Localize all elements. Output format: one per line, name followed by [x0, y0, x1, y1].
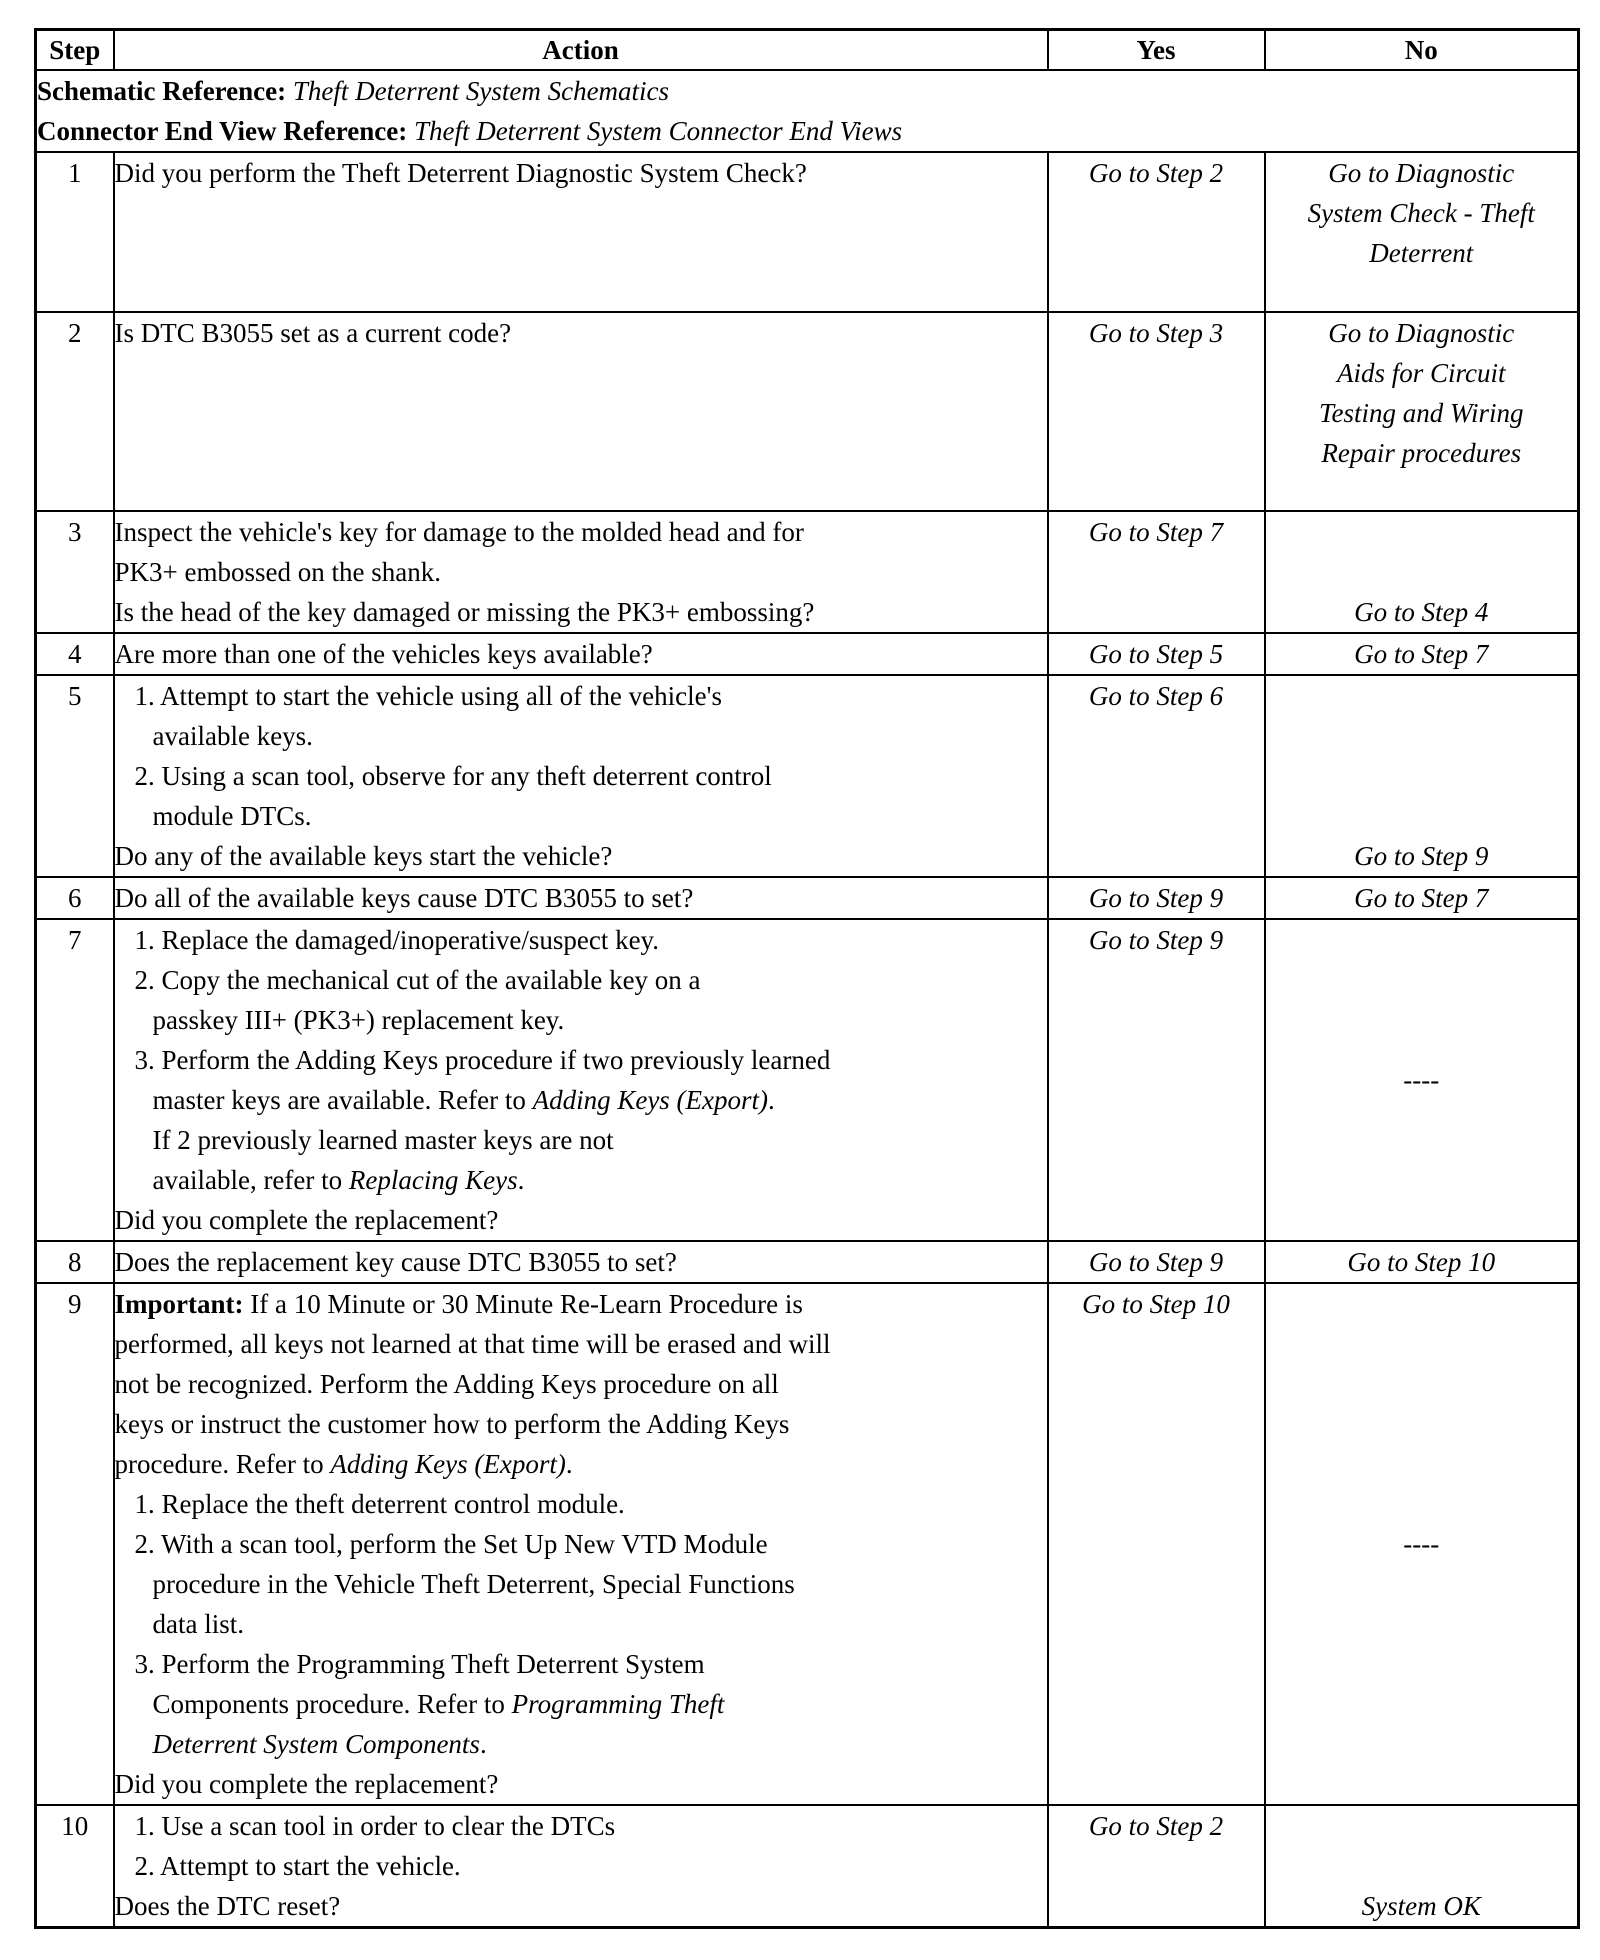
no-link[interactable]: Go to Step 7 [1265, 877, 1579, 919]
step-row-9 [36, 1283, 1579, 1805]
no-link[interactable]: Go to Diagnostic Aids for Circuit Testing and Wiring Repair procedures [1265, 312, 1579, 511]
yes-link[interactable]: Go to Step 2 [1048, 152, 1265, 312]
step-number: 5 [36, 675, 114, 877]
step-number: 3 [36, 511, 114, 633]
diagnostic-table [34, 28, 1580, 1929]
yes-link[interactable]: Go to Step 2 [1048, 1805, 1265, 1928]
step-action: Is DTC B3055 set as a current code? [114, 312, 1048, 511]
step-row-8 [36, 1241, 1579, 1283]
connector-reference-link[interactable]: Theft Deterrent System Connector End Views [413, 116, 903, 146]
no-link[interactable]: Go to Step 10 [1265, 1241, 1579, 1283]
no-link[interactable]: Go to Diagnostic System Check - Theft Deterrent [1265, 152, 1579, 312]
header-row [36, 30, 1579, 71]
step-row-10 [36, 1805, 1579, 1928]
step-action: Are more than one of the vehicles keys available? [114, 633, 1048, 675]
step-action: 1. Replace the damaged/inoperative/suspect key. 2. Copy the mechanical cut of the available key on a passkey III+ (PK3+) replacement key. 3. Perform the Adding Keys procedure if two previously learned master keys are available. Refer to Adding Keys (Export). If 2 previously learned master keys are not available, refer to Replacing Keys. Did you complete the replacement? [114, 919, 1048, 1241]
yes-link[interactable]: Go to Step 9 [1048, 877, 1265, 919]
yes-link[interactable]: Go to Step 10 [1048, 1283, 1265, 1805]
connector-reference: Connector End View Reference: Theft Deterrent System Connector End Views [37, 116, 903, 146]
step-number: 1 [36, 152, 114, 312]
reference-cell [36, 70, 1579, 152]
no-link[interactable]: Go to Step 7 [1265, 633, 1579, 675]
no-dash: ---- [1265, 1283, 1579, 1805]
step-row-4 [36, 633, 1579, 675]
yes-link[interactable]: Go to Step 3 [1048, 312, 1265, 511]
header-no: No [1265, 30, 1579, 71]
adding-keys-link[interactable]: Adding Keys (Export) [532, 1085, 769, 1115]
yes-link[interactable]: Go to Step 9 [1048, 1241, 1265, 1283]
yes-link[interactable]: Go to Step 7 [1048, 511, 1265, 633]
header-step: Step [36, 30, 114, 71]
important-label: Important: [114, 1289, 244, 1319]
no-link[interactable]: System OK [1265, 1805, 1579, 1928]
step-row-3 [36, 511, 1579, 633]
no-link[interactable]: Go to Step 9 [1265, 675, 1579, 877]
step-number: 4 [36, 633, 114, 675]
step-row-5 [36, 675, 1579, 877]
step-action: 1. Attempt to start the vehicle using all of the vehicle's available keys. 2. Using a scan tool, observe for any theft deterrent control module DTCs. Do any of the available keys start the vehicle? [114, 675, 1048, 877]
step-number: 10 [36, 1805, 114, 1928]
schematic-reference-link[interactable]: Theft Deterrent System Schematics [292, 76, 670, 106]
yes-link[interactable]: Go to Step 6 [1048, 675, 1265, 877]
step-action: Do all of the available keys cause DTC B3055 to set? [114, 877, 1048, 919]
step-action: 1. Use a scan tool in order to clear the DTCs 2. Attempt to start the vehicle. Does the DTC reset? [114, 1805, 1048, 1928]
no-dash: ---- [1265, 919, 1579, 1241]
step-row-7 [36, 919, 1579, 1241]
step-number: 8 [36, 1241, 114, 1283]
step-action: Important: If a 10 Minute or 30 Minute Re-Learn Procedure is performed, all keys not learned at that time will be erased and will not be recognized. Perform the Adding Keys procedure on all keys or instruct the customer how to perform the Adding Keys procedure. Refer to Adding Keys (Export). 1. Replace the theft deterrent control module. 2. With a scan tool, perform the Set Up New VTD Module procedure in the Vehicle Theft Deterrent, Special Functions data list. 3. Perform the Programming Theft Deterrent System Components procedure. Refer to Programming Theft Deterrent System Components. Did you complete the replacement? [114, 1283, 1048, 1805]
no-link[interactable]: Go to Step 4 [1265, 511, 1579, 633]
step-action: Does the replacement key cause DTC B3055 to set? [114, 1241, 1048, 1283]
step-row-1 [36, 152, 1579, 312]
adding-keys-link[interactable]: Adding Keys (Export) [330, 1449, 566, 1479]
yes-link[interactable]: Go to Step 9 [1048, 919, 1265, 1241]
step-action: Did you perform the Theft Deterrent Diagnostic System Check? [114, 152, 1048, 312]
schematic-reference: Schematic Reference: Theft Deterrent System Schematics [37, 76, 670, 106]
reference-row [36, 70, 1579, 152]
step-action: Inspect the vehicle's key for damage to the molded head and for PK3+ embossed on the shank. Is the head of the key damaged or missing the PK3+ embossing? [114, 511, 1048, 633]
header-yes: Yes [1048, 30, 1265, 71]
header-action: Action [114, 30, 1048, 71]
step-number: 7 [36, 919, 114, 1241]
programming-link-cont[interactable]: Deterrent System Components [152, 1729, 480, 1759]
step-number: 2 [36, 312, 114, 511]
step-row-6 [36, 877, 1579, 919]
step-number: 9 [36, 1283, 114, 1805]
yes-link[interactable]: Go to Step 5 [1048, 633, 1265, 675]
programming-link[interactable]: Programming Theft [511, 1689, 725, 1719]
step-number: 6 [36, 877, 114, 919]
replacing-keys-link[interactable]: Replacing Keys [348, 1165, 518, 1195]
step-row-2 [36, 312, 1579, 511]
